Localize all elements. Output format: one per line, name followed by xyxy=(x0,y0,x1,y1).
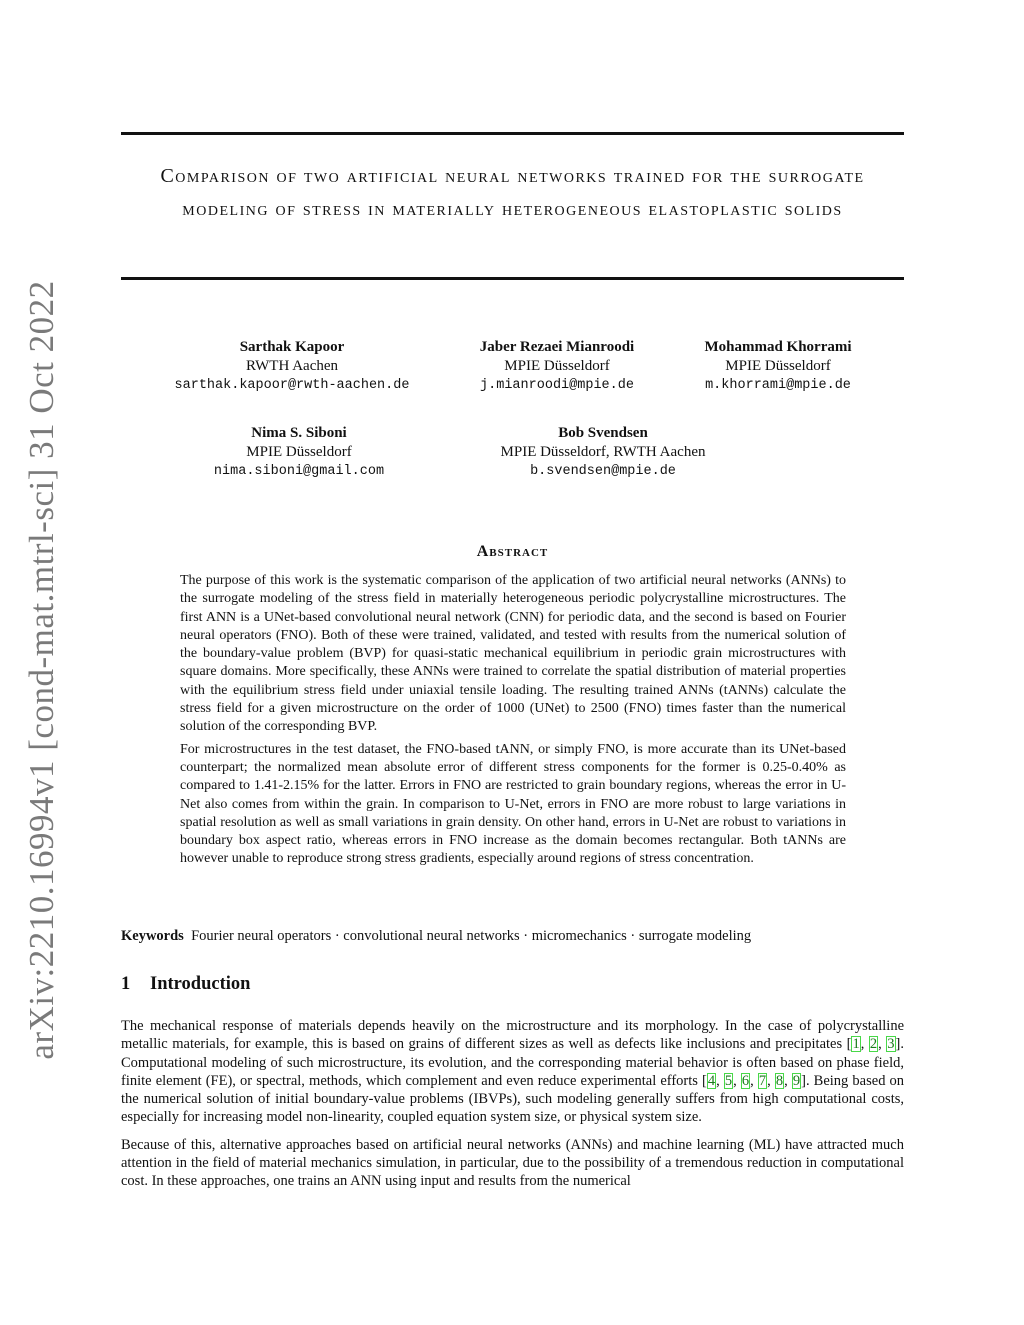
citation-link[interactable]: 2 xyxy=(869,1036,878,1053)
author-3 xyxy=(704,338,851,395)
author-email[interactable]: b.svendsen@mpie.de xyxy=(530,464,676,479)
author-email[interactable]: j.mianroodi@mpie.de xyxy=(480,378,634,393)
citation-separator: , xyxy=(750,1072,758,1089)
citation-link[interactable]: 4 xyxy=(707,1072,716,1089)
author-name: Mohammad Khorrami xyxy=(704,339,852,355)
author-name: Sarthak Kapoor xyxy=(239,339,345,355)
section-heading-introduction xyxy=(121,974,250,995)
title-top-rule xyxy=(121,132,904,135)
title-bottom-rule xyxy=(121,277,904,280)
section-title: Introduction xyxy=(150,974,251,994)
author-affiliation: MPIE Düsseldorf xyxy=(504,358,610,374)
section-number: 1 xyxy=(121,974,131,994)
citation-separator: , xyxy=(860,1036,869,1053)
citation-link[interactable]: 1 xyxy=(852,1036,860,1053)
keywords-text: Fourier neural operators · convolutional neural networks · micromechanics · surrogate modeling xyxy=(191,928,752,944)
author-email[interactable]: m.khorrami@mpie.de xyxy=(705,378,851,393)
citation-link[interactable]: 5 xyxy=(724,1072,733,1089)
citation-link[interactable]: 3 xyxy=(887,1036,895,1053)
introduction-body xyxy=(121,1017,904,1200)
paragraph-text: ]. Computational modeling of such microstructure, its evolution, and the corresponding material behavior is often based on phase field, finite element (FE), or spectral, methods, which complement and even reduce experimental efforts [ xyxy=(121,1036,904,1089)
author-affiliation: MPIE Düsseldorf xyxy=(725,358,831,374)
introduction-paragraph-1 xyxy=(121,1017,904,1127)
citation-link[interactable]: 9 xyxy=(792,1072,801,1089)
author-email[interactable]: nima.siboni@gmail.com xyxy=(213,464,385,479)
citation-link[interactable]: 8 xyxy=(775,1072,784,1089)
abstract-body xyxy=(180,572,846,873)
citation-separator: , xyxy=(767,1072,775,1089)
abstract-paragraph-2: For microstructures in the test dataset, the FNO-based tANN, or simply FNO, is more accurate than its UNet-based counterpart; the normalized mean absolute error of different stress components for the former is 0.25-0.40% as compared to 1.41-2.15% for the latter. Errors in FNO are restricted to grain boundary regions, whereas the error in U-Net also comes from within the grain. In comparison to U-Net, errors in FNO are more robust to large variations in spatial resolution as well as small variations in grain density. On other hand, errors in U-Net are robust to variations in boundary box aspect ratio, whereas errors in FNO increase as the domain becomes rectangular. Both tANNs are however unable to reproduce strong stress gradients, especially around regions of stress concentration. xyxy=(180,741,846,867)
author-name: Nima S. Siboni xyxy=(251,425,347,441)
arxiv-identifier-stamp: arXiv:2210.16994v1 [cond-mat.mtrl-sci] 31 Oct 2022 xyxy=(22,280,61,1060)
author-2 xyxy=(480,338,634,395)
citation-separator: , xyxy=(733,1072,741,1089)
citation-separator: , xyxy=(716,1072,724,1089)
paragraph-text: The mechanical response of materials depends heavily on the microstructure and its morphology. In the case of polycrystalline metallic materials, for example, this is based on grains of different sizes as well as defects like inclusions and precipitates [ xyxy=(121,1018,904,1053)
author-5 xyxy=(501,424,706,481)
abstract-paragraph-1: The purpose of this work is the systematic comparison of the application of two artificial neural networks (ANNs) to the surrogate modeling of the stress field in materially heterogeneous periodic polycrystalline microstructures. The first ANN is a UNet-based convolutional neural network (CNN) for periodic data, and the second is based on Fourier neural operators (FNO). Both of these were trained, validated, and tested with results from the numerical solution of the boundary-value problem (BVP) for quasi-static mechanical equilibrium in periodic grain microstructures with square domains. More specifically, these ANNs were trained to correlate the spatial distribution of material properties with the equilibrium stress field under uniaxial tensile loading. The resulting trained ANNs (tANNs) calculate the stress field for a given microstructure on the order of 1000 (UNet) to 2500 (FNO) times faster than the numerical solution of the corresponding BVP. xyxy=(180,573,846,735)
keywords-label: Keywords xyxy=(121,928,184,944)
citation-separator: , xyxy=(878,1036,887,1053)
author-1 xyxy=(175,338,410,395)
author-affiliation: MPIE Düsseldorf xyxy=(246,444,352,460)
paper-title: Comparison of two artificial neural networks trained for the surrogate modeling of stress in materially heterogeneous elastoplastic solids xyxy=(160,165,865,220)
author-email[interactable]: sarthak.kapoor@rwth-aachen.de xyxy=(174,378,410,393)
introduction-paragraph-2: Because of this, alternative approaches based on artificial neural networks (ANNs) and machine learning (ML) have attracted much attention in the field of material mechanics simulation, in particular, due to the possibility of a tremendous reduction in computational cost. In these approaches, one trains an ANN using input and results from the numerical xyxy=(121,1136,904,1190)
author-4 xyxy=(214,424,384,481)
author-name: Bob Svendsen xyxy=(558,425,648,441)
abstract-heading: Abstract xyxy=(476,543,549,560)
paragraph-text: ]. Being based on the numerical solution of initial boundary-value problems (IBVPs), such modeling generally suffers from high computational costs, especially for increasing model non-linearity, coupled equation system size, or physical system size. xyxy=(121,1072,905,1126)
author-affiliation: RWTH Aachen xyxy=(245,358,339,374)
citation-link[interactable]: 7 xyxy=(758,1072,767,1089)
citation-link[interactable]: 6 xyxy=(741,1072,750,1089)
author-name: Jaber Rezaei Mianroodi xyxy=(479,339,635,355)
author-affiliation: MPIE Düsseldorf, RWTH Aachen xyxy=(500,444,706,460)
citation-separator: , xyxy=(784,1072,792,1089)
keywords-line xyxy=(121,928,904,945)
